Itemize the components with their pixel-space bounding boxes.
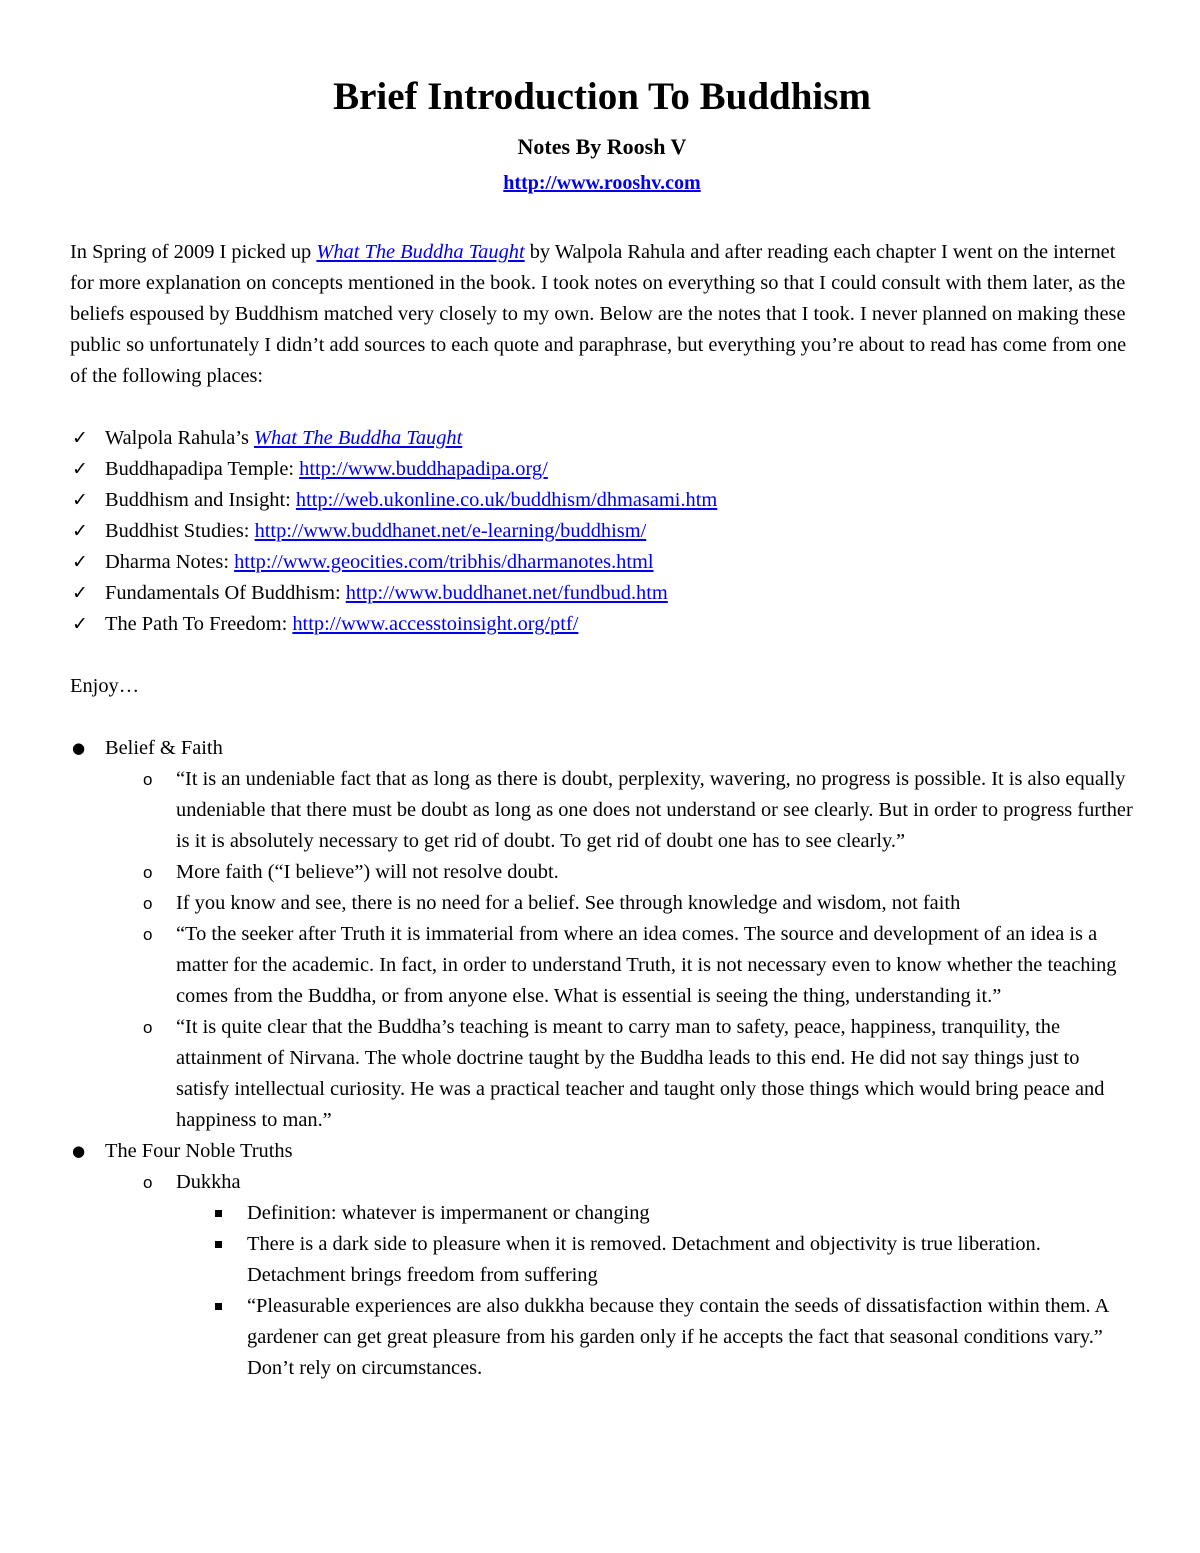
source-label: The Path To Freedom: bbox=[105, 613, 293, 635]
source-link[interactable]: http://web.ukonline.co.uk/buddhism/dhmasami.htm bbox=[295, 489, 718, 511]
sources-list bbox=[70, 423, 1134, 640]
list-item bbox=[70, 485, 1134, 516]
source-label: Dharma Notes: bbox=[105, 551, 235, 573]
note-section-belief bbox=[70, 733, 1134, 1136]
site-line bbox=[70, 169, 1134, 197]
point-text: “It is quite clear that the Buddha’s teaching is meant to carry man to safety, peace, happiness, tranquility, the attainment of Nirvana. The whole doctrine taught by the Buddha leads to this end. He did not say things just to satisfy intellectual curiosity. He was a practical teacher and taught only those things which would bring peace and happiness to man.” bbox=[176, 1016, 1105, 1131]
document-page bbox=[70, 72, 1134, 1384]
source-label: Fundamentals Of Buddhism: bbox=[105, 582, 346, 604]
point-text: “Pleasurable experiences are also dukkha because they contain the seeds of dissatisfaction within them. A gardener can get great pleasure from his garden only if he accepts the fact that seasonal conditions vary.” Don’t rely on circumstances. bbox=[247, 1295, 1109, 1379]
list-item bbox=[141, 857, 1134, 888]
source-link[interactable]: http://www.accesstoinsight.org/ptf/ bbox=[292, 613, 579, 635]
square-bullet-icon bbox=[215, 1241, 222, 1248]
checkmark-icon: ✓ bbox=[72, 427, 88, 449]
source-link[interactable]: What The Buddha Taught bbox=[254, 427, 463, 449]
enjoy-line: Enjoy… bbox=[70, 675, 140, 697]
circle-bullet-icon: o bbox=[143, 894, 153, 913]
checkmark-icon: ✓ bbox=[72, 551, 88, 573]
source-label: Buddhist Studies: bbox=[105, 520, 255, 542]
section-heading: The Four Noble Truths bbox=[105, 1140, 293, 1162]
site-link[interactable]: http://www.rooshv.com bbox=[503, 172, 701, 194]
list-item bbox=[70, 547, 1134, 578]
note-section-truths bbox=[70, 1136, 1134, 1384]
source-label: Walpola Rahula’s bbox=[105, 427, 254, 449]
document-subtitle: Notes By Roosh V bbox=[517, 134, 687, 159]
dukkha-points bbox=[211, 1198, 1134, 1384]
checkmark-icon: ✓ bbox=[72, 489, 88, 511]
source-link[interactable]: http://www.buddhapadipa.org/ bbox=[299, 458, 548, 480]
section-heading: Belief & Faith bbox=[105, 737, 223, 759]
checkmark-icon: ✓ bbox=[72, 613, 88, 635]
circle-bullet-icon: o bbox=[143, 863, 153, 882]
source-link[interactable]: http://www.buddhanet.net/e-learning/buddhism/ bbox=[254, 520, 647, 542]
list-item bbox=[211, 1291, 1134, 1384]
checkmark-icon: ✓ bbox=[72, 582, 88, 604]
list-item bbox=[141, 764, 1134, 857]
list-item bbox=[211, 1229, 1134, 1291]
source-label: Buddhism and Insight: bbox=[105, 489, 296, 511]
list-item bbox=[70, 423, 1134, 454]
document-title: Brief Introduction To Buddhism bbox=[333, 75, 871, 118]
source-link[interactable]: http://www.geocities.com/tribhis/dharmanotes.html bbox=[234, 551, 654, 573]
point-text: “To the seeker after Truth it is immaterial from where an idea comes. The source and development of an idea is a matter for the academic. In fact, in order to understand Truth, it is not necessary even to know whether the teaching comes from the Buddha, or from anyone else. What is essential is seeing the thing, understanding it.” bbox=[176, 923, 1117, 1007]
list-item bbox=[70, 578, 1134, 609]
point-text: If you know and see, there is no need for a belief. See through knowledge and wisdom, not faith bbox=[176, 892, 961, 914]
belief-points bbox=[141, 764, 1134, 1136]
list-item bbox=[141, 919, 1134, 1012]
intro-text-end: by Walpola Rahula and after reading each chapter I went on the internet for more explanation on concepts mentioned in the book. I took notes on everything so that I could consult with them later, as the beliefs espoused by Buddhism matched very closely to my own. Below are the notes that I took. I never planned on making these public so unfortunately I didn’t add sources to each quote and paraphrase, but everything you’re about to read has come from one of the following places: bbox=[70, 241, 1127, 387]
circle-bullet-icon: o bbox=[143, 925, 153, 944]
square-bullet-icon bbox=[215, 1210, 222, 1217]
subsection-heading: Dukkha bbox=[176, 1171, 241, 1193]
list-item bbox=[141, 1012, 1134, 1136]
point-text: There is a dark side to pleasure when it is removed. Detachment and objectivity is true liberation. Detachment brings freedom from suffering bbox=[247, 1233, 1041, 1286]
source-label: Buddhapadipa Temple: bbox=[105, 458, 300, 480]
notes-list bbox=[70, 733, 1134, 1384]
circle-bullet-icon: o bbox=[143, 1018, 153, 1037]
square-bullet-icon bbox=[215, 1303, 222, 1310]
list-item bbox=[141, 1167, 1134, 1384]
circle-bullet-icon: o bbox=[143, 1173, 153, 1192]
checkmark-icon: ✓ bbox=[72, 520, 88, 542]
list-item bbox=[70, 516, 1134, 547]
truths-points bbox=[141, 1167, 1134, 1384]
point-text: Definition: whatever is impermanent or changing bbox=[247, 1202, 650, 1224]
checkmark-icon: ✓ bbox=[72, 458, 88, 480]
point-text: “It is an undeniable fact that as long as there is doubt, perplexity, wavering, no progress is possible. It is also equally undeniable that there must be doubt as long as one does not understand or see clearly. But in order to progress further is it is absolutely necessary to get rid of doubt. To get rid of doubt one has to see clearly.” bbox=[176, 768, 1133, 852]
list-item bbox=[211, 1198, 1134, 1229]
list-item bbox=[70, 454, 1134, 485]
book-link[interactable]: What The Buddha Taught bbox=[316, 241, 525, 263]
intro-text-start: In Spring of 2009 I picked up bbox=[70, 241, 317, 263]
list-item bbox=[141, 888, 1134, 919]
source-link[interactable]: http://www.buddhanet.net/fundbud.htm bbox=[345, 582, 668, 604]
bullet-icon: ● bbox=[72, 1142, 86, 1160]
intro-paragraph bbox=[70, 237, 1134, 392]
point-text: More faith (“I believe”) will not resolve doubt. bbox=[176, 861, 559, 883]
bullet-icon: ● bbox=[72, 739, 86, 757]
list-item bbox=[70, 609, 1134, 640]
circle-bullet-icon: o bbox=[143, 770, 153, 789]
